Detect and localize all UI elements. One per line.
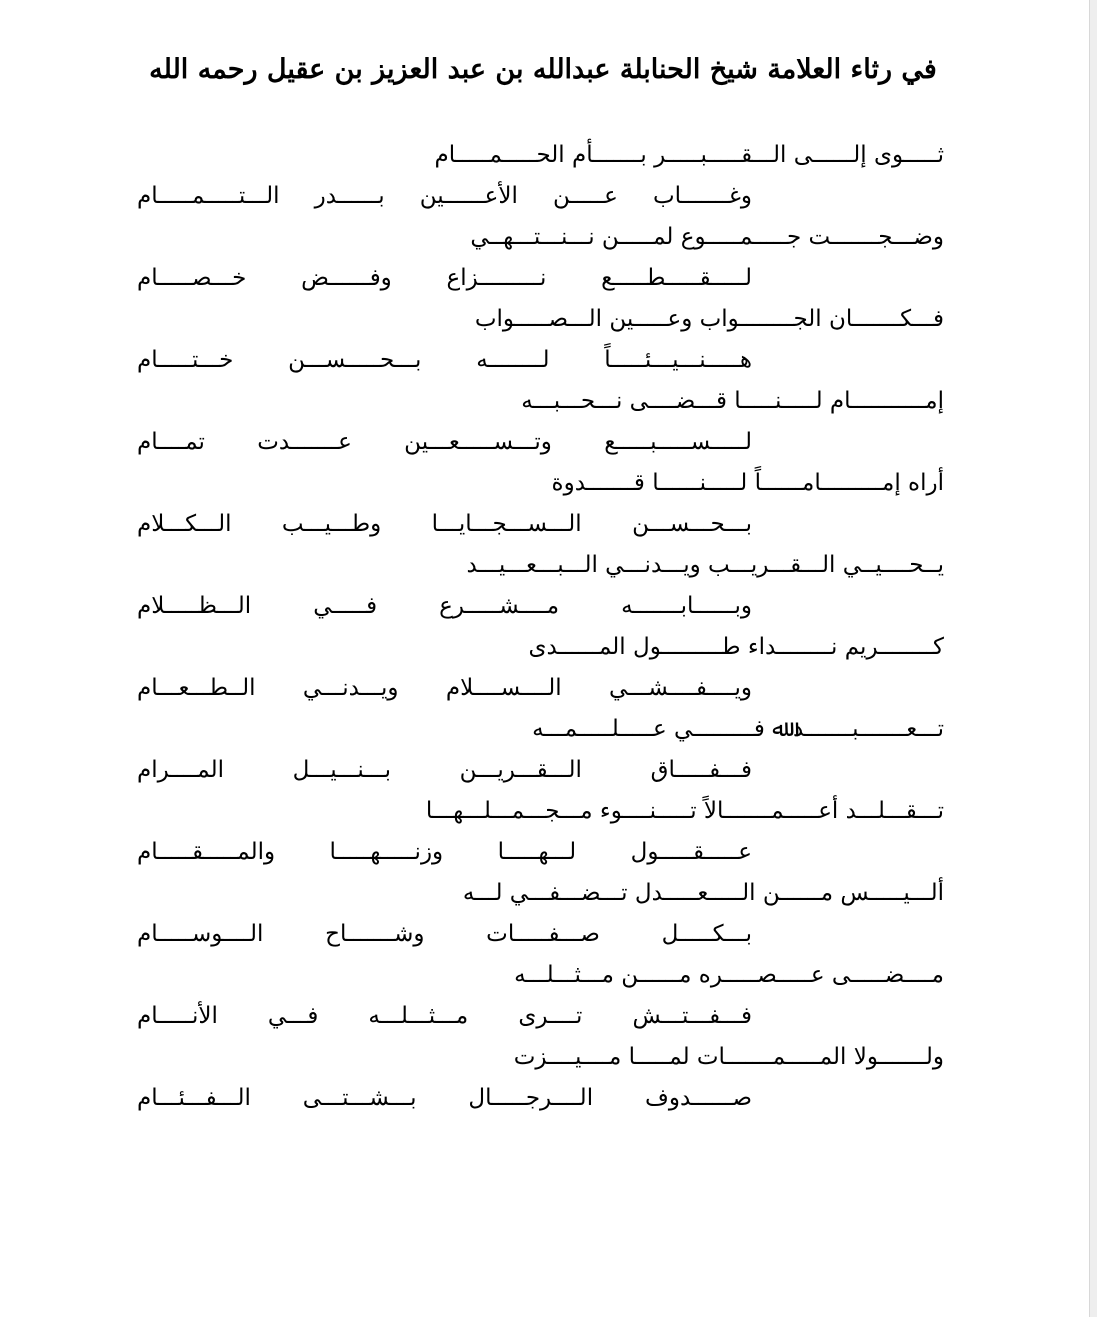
verse-4-second-hemistich: لـــــســـــبـــــع وتـــســـــعـــين عـــــــدت تمــــام (137, 429, 752, 455)
verse-10-second-hemistich: بـــكـــــل صـــفـــــات وشـــــــاح الــــوســـــام (137, 921, 752, 947)
verse-6-second-hemistich: وبــــــابـــــــه مــــشـــــرع فـــــي الـــظـــــلام (137, 593, 752, 619)
verse-1-first-hemistich: ثـــــوى إلــــــى الـــقـــــبـــــر بـــــــأم الحـــــمـــــام (434, 142, 944, 168)
poem-title-text: في رثاء العلامة شيخ الحنابلة عبدالله بن عبد العزيز بن عقيل رحمه الله (149, 54, 937, 85)
verse-7-first-hemistich: كــــــــريم نــــــــداء طـــــــــول المــــــدى (528, 634, 944, 660)
verse-5-first-hemistich: أراه إمـــــــــامــــــاً لـــــنــــــا قـــــــدوة (551, 470, 944, 496)
verse-3-first-hemistich: فـــكـــــــان الجــــــــواب وعـــــين الـــصـــــواب (474, 306, 944, 332)
verse-1-second-hemistich: وغـــــــاب عـــــن الأعــــــين بــــــدر الـــتـــــمـــــام (137, 183, 752, 209)
verse-2-first-hemistich: وضـــجـــــــت جـــــمـــــوع لمـــــن نـــنـــتـــهــي (470, 224, 944, 250)
verse-8-first-hemistich: تـــعـــــــبـــــــد ﷲ فـــــــــي عـــــلـــــمـــه (532, 716, 944, 742)
poem-body (0, 136, 1090, 1126)
verse-7-second-hemistich: ويــــفــــشـــي الــــســــلام ويـــدنـــي الــطـــعـــام (137, 675, 752, 701)
verse-5-second-hemistich: بـــحـــســـن الـــســـجـــايـــا وطـــيـــب الـــكـــلام (137, 511, 752, 537)
verse-11-first-hemistich: مــــضـــــى عـــــصـــــره مــــــن مـــثـــلـــه (514, 962, 944, 988)
verse-12-second-hemistich: صــــــدوف الــــرجـــــال بـــشـــتـــى الـــفـــئـــام (137, 1085, 752, 1111)
poem-title (0, 48, 1090, 92)
page-edge (1089, 0, 1097, 1317)
verse-11-second-hemistich: فـــفـــتـــش تــــرى مـــثـــلـــه فـــي الأنـــــام (137, 1003, 752, 1029)
verse-9-second-hemistich: عـــــقـــــول لـــهـــــا وزنـــــهـــــا والمـــــقـــــام (137, 839, 752, 865)
verse-4-first-hemistich: إمـــــــــــام لـــــنـــــا قـــضــــى نـــحـــبـــه (521, 388, 944, 414)
verse-8-second-hemistich: فـــفـــــاق الـــقـــريـــن بـــنـــيـــل المــــرام (137, 757, 752, 783)
verse-3-second-hemistich: هـــــنـــيـــئـــــاً لــــــــه بـــحـــــســـن خـــتـــــام (137, 347, 752, 373)
verse-2-second-hemistich: لـــــقـــــطـــــع نـــــــــزاع وفــــــض خـــصـــــام (137, 265, 752, 291)
verse-9-first-hemistich: تـــقـــلـــد أعـــــمـــــــالاً تـــــنــــوء مـــجـــمـــلـــهـــا (425, 798, 944, 824)
verse-10-first-hemistich: ألـــيـــــس مــــــن الـــــعـــــدل تـــضـــفـــي لـــه (462, 880, 944, 906)
verse-6-first-hemistich: يــحــــيــي الـــقـــريـــب ويـــدنـــي الـــبـــعـــيـــد (466, 552, 944, 578)
verse-12-first-hemistich: ولـــــــولا المـــــمـــــــات لمـــــا مــــيــــزت (513, 1044, 944, 1070)
